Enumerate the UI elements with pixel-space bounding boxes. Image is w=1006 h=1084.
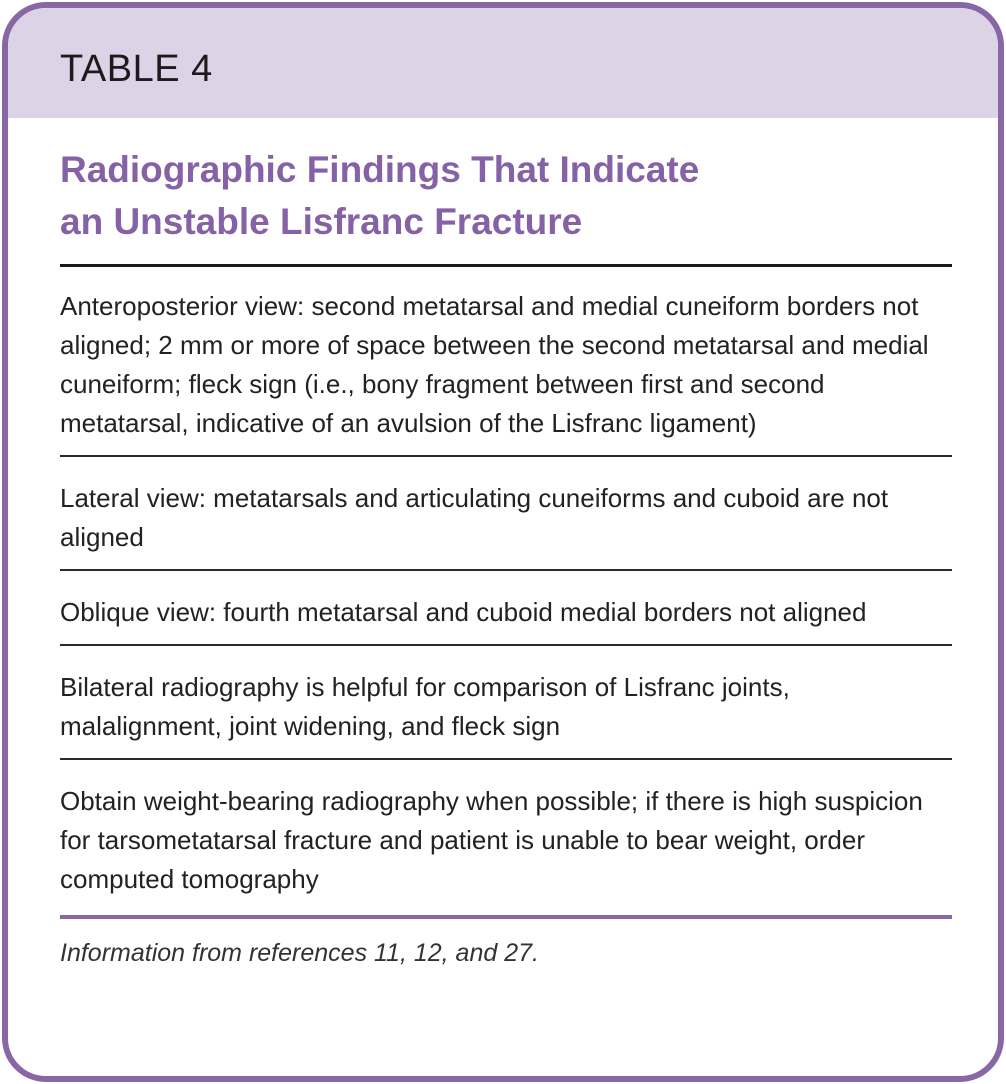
table-frame (2, 2, 1004, 1082)
table-content (60, 144, 952, 968)
table-row: Lateral view: metatarsals and articulating cuneiforms and cuboid are not aligned (60, 457, 952, 571)
table-row: Bilateral radiography is helpful for comparison of Lisfranc joints, malalignment, joint widening, and fleck sign (60, 646, 952, 760)
source-note: Information from references 11, 12, and 27. (60, 939, 539, 967)
table-title (60, 144, 952, 248)
table-row: Anteroposterior view: second metatarsal and medial cuneiform borders not aligned; 2 mm or more of space between the second metatarsal and medial cuneiform; fleck sign (i.e., bony fragment between first and second metatarsal, indicative of an avulsion of the Lisfranc ligament) (60, 267, 952, 457)
table-label: TABLE 4 (60, 48, 213, 90)
table-row: Obtain weight-bearing radiography when possible; if there is high suspicion for tarsometatarsal fracture and patient is unable to bear weight, order computed tomography (60, 760, 952, 919)
title-line-1: Radiographic Findings That Indicate (60, 149, 700, 190)
title-line-2: an Unstable Lisfranc Fracture (60, 201, 583, 242)
table-row: Oblique view: fourth metatarsal and cuboid medial borders not aligned (60, 571, 952, 646)
table-header (8, 8, 998, 118)
